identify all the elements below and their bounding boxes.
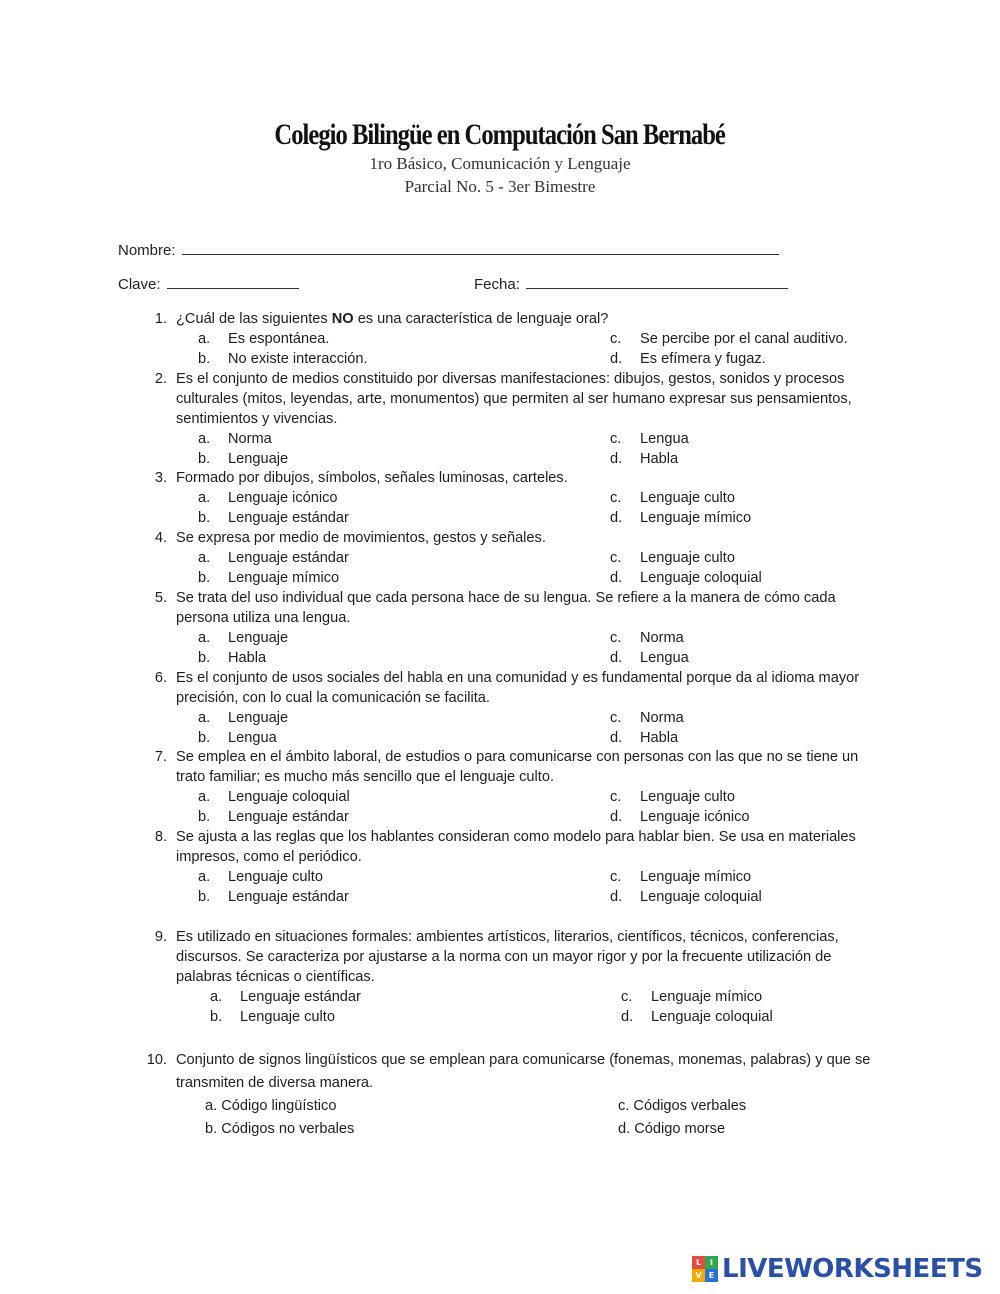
- option-a[interactable]: a. Lenguaje: [198, 630, 289, 646]
- question-7: [145, 747, 885, 827]
- option-a[interactable]: a. Es espontánea.: [198, 331, 330, 347]
- option-d[interactable]: d. Habla: [610, 451, 679, 467]
- options: [145, 708, 885, 748]
- option-b[interactable]: b. Lenguaje mímico: [198, 570, 340, 586]
- question-9: [145, 927, 885, 1027]
- options: [145, 787, 885, 827]
- option-a[interactable]: a. Lenguaje icónico: [198, 490, 338, 506]
- option-c[interactable]: c. Códigos verbales: [618, 1098, 747, 1114]
- question-8: [145, 827, 885, 907]
- option-c[interactable]: c. Lenguaje mímico: [621, 989, 763, 1005]
- question-number: 4.: [154, 530, 167, 546]
- question-text: Se ajusta a las reglas que los hablantes consideran como modelo para hablar bien. Se usa en materiales impresos, como el periódico.: [176, 829, 856, 865]
- option-a[interactable]: a. Norma: [198, 431, 272, 447]
- options: [145, 628, 885, 668]
- question-number: 1.: [154, 311, 167, 327]
- school-name: Colegio Bilingüe en Computación San Bernabé: [274, 118, 726, 151]
- option-a[interactable]: a. Lenguaje: [198, 710, 289, 726]
- options: [145, 329, 885, 369]
- option-d[interactable]: d. Lengua: [610, 650, 689, 666]
- question-6: [145, 668, 885, 748]
- option-b[interactable]: b. Lenguaje estándar: [198, 809, 349, 825]
- name-line[interactable]: [182, 240, 779, 255]
- exam-title: Parcial No. 5 - 3er Bimestre: [404, 177, 596, 196]
- question-number: 8.: [154, 829, 167, 845]
- option-b[interactable]: b. Códigos no verbales: [205, 1121, 355, 1137]
- question-4: [145, 528, 885, 588]
- question-2: [145, 369, 885, 469]
- option-d[interactable]: d. Habla: [610, 730, 679, 746]
- option-c[interactable]: c. Lenguaje mímico: [610, 869, 752, 885]
- option-d[interactable]: d. Lenguaje coloquial: [621, 1009, 773, 1025]
- options: [145, 429, 885, 469]
- option-a[interactable]: a. Lenguaje coloquial: [198, 789, 350, 805]
- question-5: [145, 588, 885, 668]
- name-field[interactable]: [118, 240, 779, 259]
- option-c[interactable]: c. Lengua: [610, 431, 689, 447]
- question-number: 3.: [154, 470, 167, 486]
- question-text: Conjunto de signos lingüísticos que se emplean para comunicarse (fonemas, monemas, palabras) y que se transmiten de diversa manera.: [176, 1052, 871, 1091]
- liveworksheets-logo: [692, 1254, 983, 1284]
- question-1: [145, 309, 885, 369]
- question-number: 6.: [154, 670, 167, 686]
- question-number: 2.: [154, 371, 167, 387]
- question-number: 9.: [154, 929, 167, 945]
- live-logo-icon: L I V E: [692, 1256, 718, 1282]
- options: [145, 488, 885, 528]
- question-text: Es utilizado en situaciones formales: ambientes artísticos, literarios, científicos, técnicos, conferencias, discursos. Se caracteriza por ajustarse a la norma con un mayor rigor y por la frecuente utilización de palabras técnicas o científicas.: [176, 929, 839, 985]
- option-a[interactable]: a. Lenguaje estándar: [198, 550, 349, 566]
- question-text: Se trata del uso individual que cada persona hace de su lengua. Se refiere a la manera de cómo cada persona utiliza una lengua.: [176, 590, 836, 626]
- option-a[interactable]: a. Lenguaje estándar: [210, 989, 361, 1005]
- option-c[interactable]: c. Lenguaje culto: [610, 789, 735, 805]
- options: [145, 1095, 885, 1141]
- option-c[interactable]: c. Norma: [610, 710, 684, 726]
- name-label: Nombre:: [118, 242, 176, 259]
- option-c[interactable]: c. Lenguaje culto: [610, 550, 735, 566]
- question-3: [145, 468, 885, 528]
- option-d[interactable]: d. Es efímera y fugaz.: [610, 351, 766, 367]
- grade-subject: 1ro Básico, Comunicación y Lenguaje: [369, 154, 631, 173]
- option-d[interactable]: d. Lenguaje coloquial: [610, 889, 762, 905]
- question-10: [145, 1049, 885, 1141]
- emphasis-no: NO: [331, 311, 354, 327]
- question-text: Se expresa por medio de movimientos, gestos y señales.: [176, 530, 546, 546]
- option-b[interactable]: b. Lenguaje: [198, 451, 289, 467]
- options: [145, 548, 885, 588]
- option-d[interactable]: d. Lenguaje coloquial: [610, 570, 762, 586]
- option-a[interactable]: a. Código lingüístico: [205, 1098, 337, 1114]
- option-b[interactable]: b. Lenguaje estándar: [198, 510, 349, 526]
- option-b[interactable]: b. Lenguaje culto: [210, 1009, 335, 1025]
- date-field[interactable]: [474, 274, 788, 293]
- options: [145, 987, 885, 1027]
- option-b[interactable]: b. Habla: [198, 650, 267, 666]
- question-number: 5.: [154, 590, 167, 606]
- option-d[interactable]: d. Lenguaje icónico: [610, 809, 750, 825]
- date-line[interactable]: [526, 274, 788, 289]
- worksheet-header: [0, 118, 1000, 198]
- question-number: 7.: [154, 749, 167, 765]
- question-text: Es el conjunto de medios constituido por diversas manifestaciones: dibujos, gestos, sonidos y procesos culturales (mitos, leyendas, arte, monumentos) que permiten al ser humano expresar sus pensamientos, sentimientos y vivencias.: [176, 371, 852, 427]
- question-text: ¿Cuál de las siguientes NO es una característica de lenguaje oral?: [176, 311, 609, 327]
- option-a[interactable]: a. Lenguaje culto: [198, 869, 323, 885]
- option-d[interactable]: d. Código morse: [618, 1121, 726, 1137]
- question-text: Se emplea en el ámbito laboral, de estudios o para comunicarse con personas con las que no se tiene un trato familiar; es mucho más sencillo que el lenguaje culto.: [176, 749, 859, 785]
- option-c[interactable]: c. Lenguaje culto: [610, 490, 735, 506]
- date-label: Fecha:: [474, 276, 520, 293]
- code-line[interactable]: [167, 274, 299, 289]
- option-d[interactable]: d. Lenguaje mímico: [610, 510, 752, 526]
- options: [145, 867, 885, 907]
- logo-text: LIVEWORKSHEETS: [722, 1254, 983, 1284]
- question-number: 10.: [146, 1052, 167, 1068]
- option-c[interactable]: c. Norma: [610, 630, 684, 646]
- question-text: Formado por dibujos, símbolos, señales luminosas, carteles.: [176, 470, 568, 486]
- option-b[interactable]: b. Lenguaje estándar: [198, 889, 349, 905]
- code-field[interactable]: [118, 274, 299, 293]
- option-c[interactable]: c. Se percibe por el canal auditivo.: [610, 331, 848, 347]
- option-b[interactable]: b. No existe interacción.: [198, 351, 368, 367]
- question-text: Es el conjunto de usos sociales del habla en una comunidad y es fundamental porque da al idioma mayor precisión, con lo cual la comunicación se facilita.: [176, 670, 860, 706]
- option-b[interactable]: b. Lengua: [198, 730, 277, 746]
- code-label: Clave:: [118, 276, 161, 293]
